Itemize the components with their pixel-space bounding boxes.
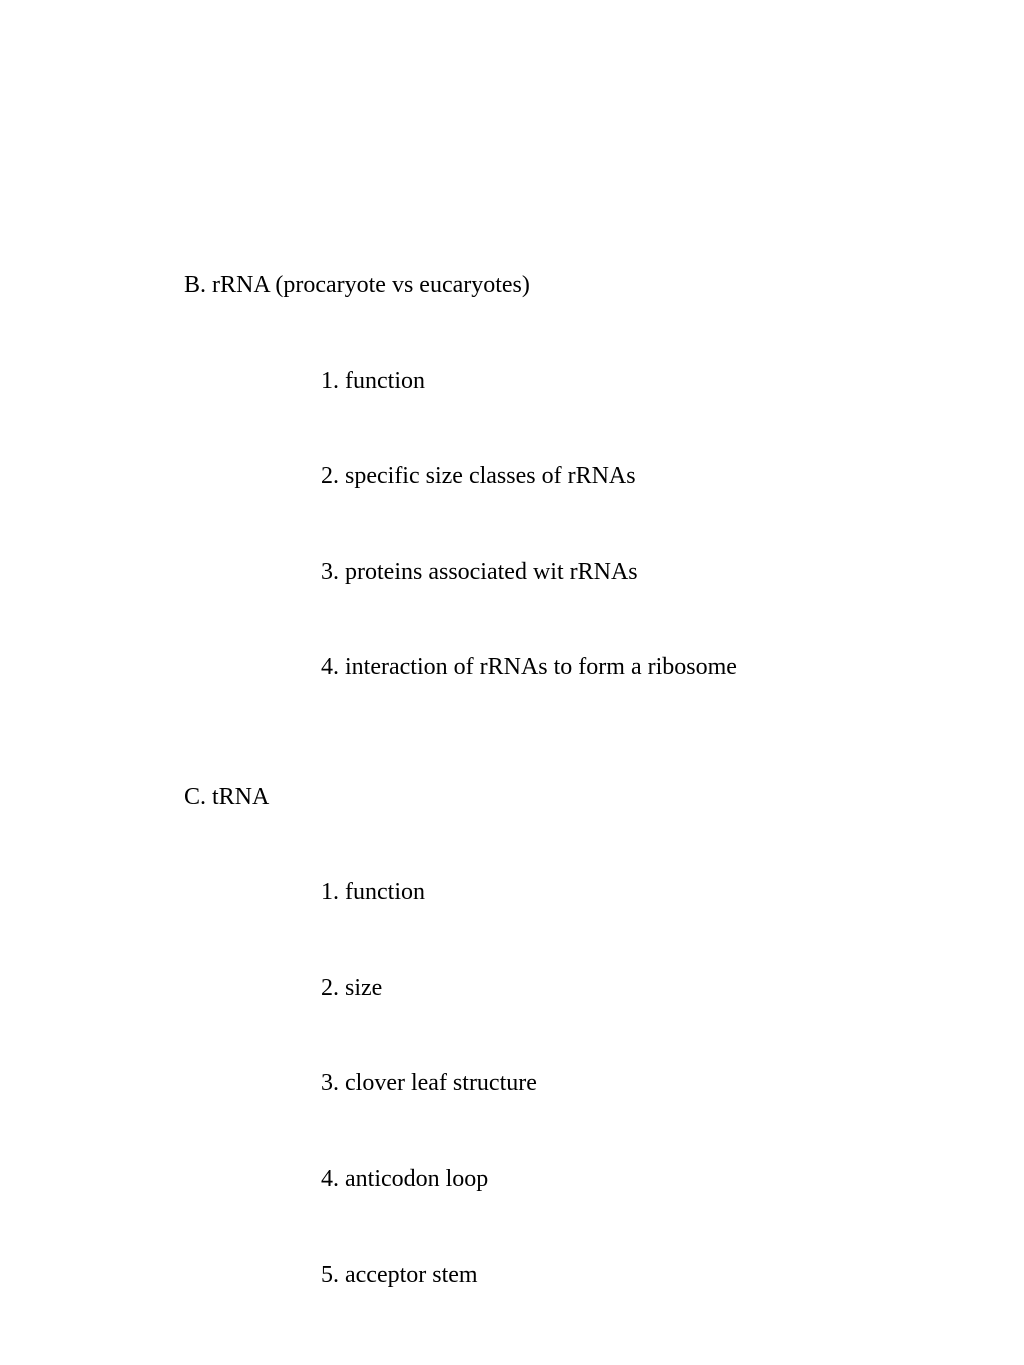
list-item: 4. anticodon loop — [321, 1166, 489, 1192]
list-item: 3. clover leaf structure — [321, 1070, 537, 1096]
list-item: 1. function — [321, 368, 425, 394]
list-item: 1. function — [321, 879, 425, 905]
list-item: 2. size — [321, 975, 383, 1001]
list-item: 3. proteins associated wit rRNAs — [321, 559, 638, 585]
list-item: 2. specific size classes of rRNAs — [321, 463, 636, 489]
list-item: 5. acceptor stem — [321, 1262, 478, 1288]
section-heading-rrna: B. rRNA (procaryote vs eucaryotes) — [184, 272, 530, 298]
section-heading-trna: C. tRNA — [184, 784, 270, 810]
list-item: 4. interaction of rRNAs to form a ribosome — [321, 654, 737, 680]
